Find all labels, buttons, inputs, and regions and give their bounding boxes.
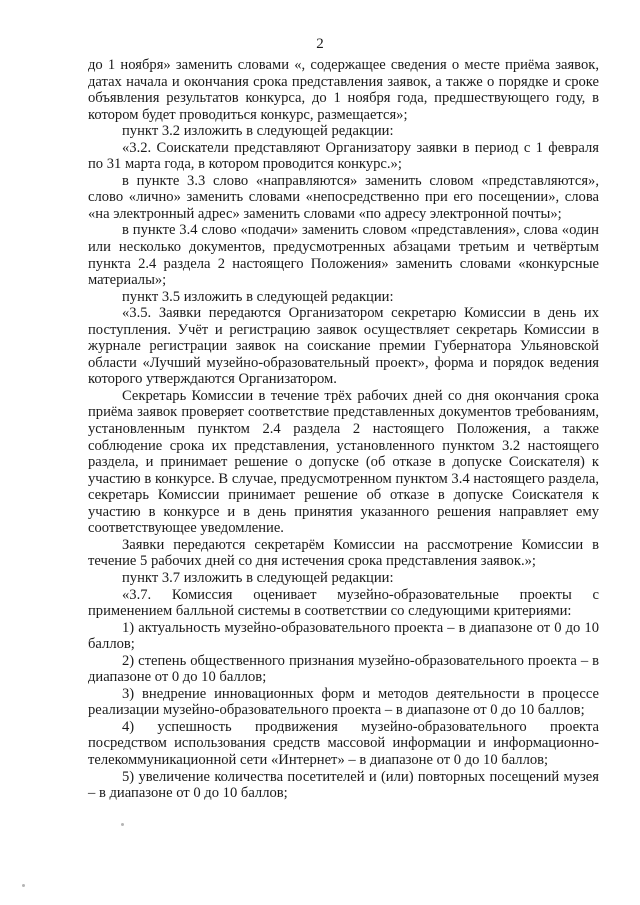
paragraph-clause-3-5: «3.5. Заявки передаются Организатором секретарю Комиссии в день их поступления. Учёт и регистрацию заявок осуществляет секретарь Комиссии в журнале регистрации заявок на соискание премии Губернатора Ульяновской области «Лучший музейно-образовательный проект», форма и порядок ведения которого утверждаются Организатором. [88, 305, 599, 388]
paragraph-amend-3-3: в пункте 3.3 слово «направляются» заменить словом «представляются», слово «лично» заменить словами «непосредственно при его посещении», слова «на электронный адрес» заменить словами «по адресу электронной почты»; [88, 172, 599, 222]
criterion-item-5: 5) увеличение количества посетителей и (или) повторных посещений музея – в диапазоне от 0 до 10 баллов; [88, 768, 599, 802]
paragraph-transfer-applications: Заявки передаются секретарём Комиссии на рассмотрение Комиссии в течение 5 рабочих дней со дня истечения срока представления заявок.»; [88, 536, 599, 570]
page-number: 2 [316, 36, 324, 52]
paragraph-amend-3-4: в пункте 3.4 слово «подачи» заменить словом «представления», слова «один или несколько документов, предусмотренных абзацами третьим и четвёртым пункта 2.4 раздела 2 настоящего Положения» заменить словами «конкурсные материалы»; [88, 222, 599, 289]
document-body [88, 57, 599, 802]
paragraph-continuation: до 1 ноября» заменить словами «, содержащее сведения о месте приёма заявок, датах начала и окончания срока представления заявок, а также о порядке и сроке объявления результатов конкурса, до 1 ноября года, предшествующего году, в котором будет проводиться конкурс, размещается»; [88, 57, 599, 123]
criterion-item-2: 2) степень общественного признания музейно-образовательного проекта – в диапазоне от 0 до 10 баллов; [88, 652, 599, 686]
criterion-item-1: 1) актуальность музейно-образовательного проекта – в диапазоне от 0 до 10 баллов; [88, 619, 599, 653]
criterion-item-4: 4) успешность продвижения музейно-образовательного проекта посредством использования средств массовой информации и информационно-телекоммуникационной сети «Интернет» – в диапазоне от 0 до 10 баллов; [88, 718, 599, 768]
scan-speck [22, 884, 25, 887]
paragraph-secretary-check: Секретарь Комиссии в течение трёх рабочих дней со дня окончания срока приёма заявок проверяет соответствие представленных документов требованиям, установленным пунктом 2.4 раздела 2 настоящего Положения, а также соблюдение срока их представления, установленного пунктом 3.2 настоящего раздела, и принимает решение о допуске (об отказе в допуске Соискателя) к участию в конкурсе. В случае, предусмотренном пунктом 3.4 настоящего раздела, секретарь Комиссии принимает решение об отказе в допуске Соискателя к участию в конкурсе и в день принятия указанного решения направляет ему соответствующее уведомление. [88, 387, 599, 537]
paragraph-clause-3-7: «3.7. Комиссия оценивает музейно-образовательные проекты с применением балльной системы в соответствии со следующими критериями: [88, 586, 599, 620]
paragraph-clause-3-2: «3.2. Соискатели представляют Организатору заявки в период с 1 февраля по 31 марта года, в котором проводится конкурс.»; [88, 139, 599, 173]
paragraph-amend-3-7: пункт 3.7 изложить в следующей редакции: [122, 569, 394, 586]
paragraph-amend-3-5: пункт 3.5 изложить в следующей редакции: [122, 288, 394, 305]
criterion-item-3: 3) внедрение инновационных форм и методов деятельности в процессе реализации музейно-образовательного проекта – в диапазоне от 0 до 10 баллов; [88, 685, 599, 719]
scan-speck [121, 823, 124, 826]
paragraph-amend-3-2: пункт 3.2 изложить в следующей редакции: [122, 123, 394, 140]
